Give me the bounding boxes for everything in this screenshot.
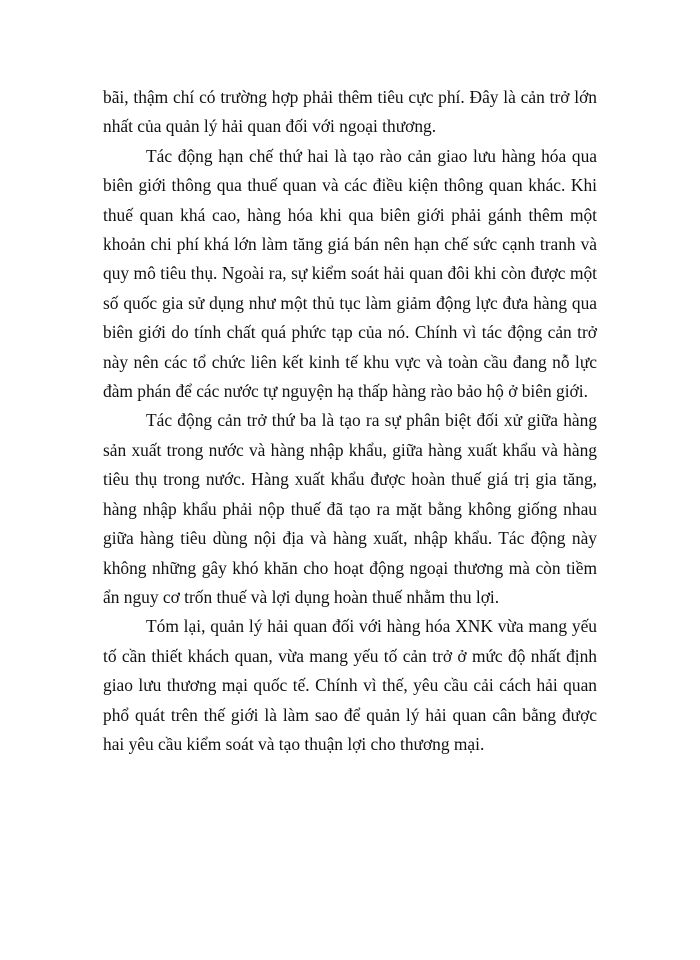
paragraph-continuation: bãi, thậm chí có trường hợp phải thêm tiêu cực phí. Đây là cản trở lớn nhất của quản lý hải quan đối với ngoại thương. <box>103 87 597 137</box>
paragraph-third-restrictive-effect: Tác động cản trở thứ ba là tạo ra sự phân biệt đối xử giữa hàng sản xuất trong nước và hàng nhập khẩu, giữa hàng xuất khẩu và hàng tiêu thụ trong nước. Hàng xuất khẩu được hoàn thuế giá trị gia tăng, hàng nhập khẩu phải nộp thuế đã tạo ra mặt bằng không giống nhau giữa hàng tiêu dùng nội địa và hàng xuất, nhập khẩu. Tác động này không những gây khó khăn cho hoạt động ngoại thương mà còn tiềm ẩn nguy cơ trốn thuế và lợi dụng hoàn thuế nhằm thu lợi. <box>103 410 597 607</box>
paragraph-summary: Tóm lại, quản lý hải quan đối với hàng hóa XNK vừa mang yếu tố cần thiết khách quan, vừa mang yếu tố cản trở ở mức độ nhất định giao lưu thương mại quốc tế. Chính vì thế, yêu cầu cải cách hải quan phổ quát trên thế giới là làm sao để quản lý hải quan cân bằng được hai yêu cầu kiểm soát và tạo thuận lợi cho thương mại. <box>103 616 597 754</box>
paragraph-second-restrictive-effect: Tác động hạn chế thứ hai là tạo rào cản giao lưu hàng hóa qua biên giới thông qua thuế quan và các điều kiện thông quan khác. Khi thuế quan khá cao, hàng hóa khi qua biên giới phải gánh thêm một khoản chi phí khá lớn làm tăng giá bán nên hạn chế sức cạnh tranh và quy mô tiêu thụ. Ngoài ra, sự kiểm soát hải quan đôi khi còn được một số quốc gia sử dụng như một thủ tục làm giảm động lực đưa hàng qua biên giới do tính chất quá phức tạp của nó. Chính vì tác động cản trở này nên các tổ chức liên kết kinh tế khu vực và toàn cầu đang nỗ lực đàm phán để các nước tự nguyện hạ thấp hàng rào bảo hộ ở biên giới. <box>103 145 597 402</box>
body-text <box>103 83 597 759</box>
